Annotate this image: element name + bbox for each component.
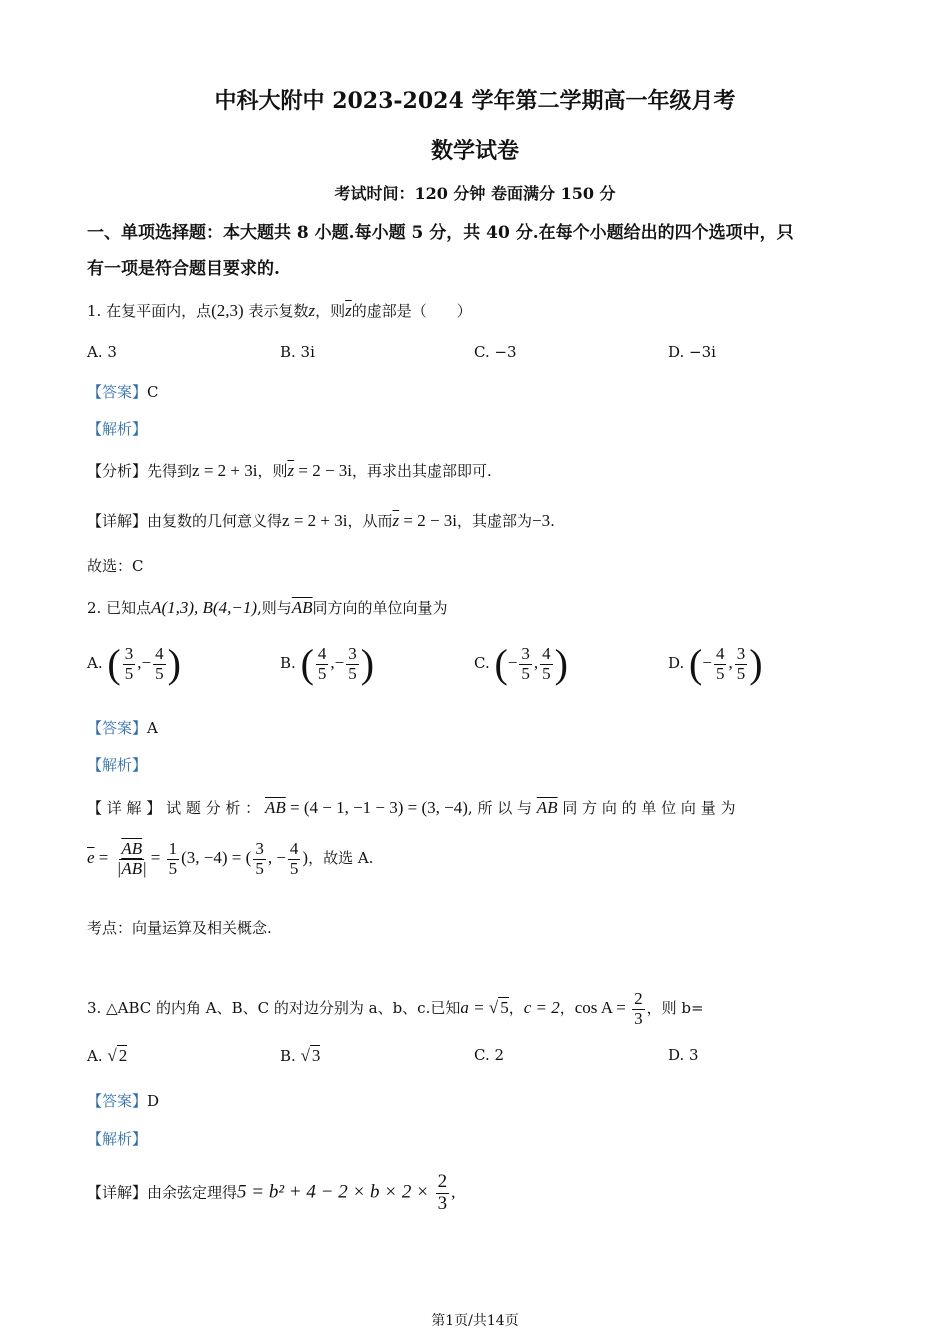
q1-fenxi-zbar: $\overline{z}$	[287, 461, 295, 480]
exam-info: 考试时间：120 分钟 卷面满分 150 分	[334, 184, 616, 203]
right-paren: )	[749, 641, 763, 686]
q3-stem-text: 3. △ABC 的内角 A、B、C 的对边分别为 a、b、c.已知	[87, 999, 461, 1018]
numerator: $\overline{AB}$	[121, 839, 143, 858]
fenxi-tag: 【分析】	[87, 462, 148, 480]
denominator: 3	[437, 1192, 448, 1214]
fraction	[253, 840, 266, 878]
minus-sign: −	[507, 653, 518, 672]
norm-vec: $\overline{AB}$	[121, 858, 143, 878]
option-label: C.	[474, 654, 490, 672]
q2-stem-text-3: 同方向的单位向量为	[312, 599, 448, 617]
q3-eq-a-radicand: 5	[500, 998, 509, 1018]
q1-option-c: C. −3	[474, 343, 517, 361]
fraction	[714, 645, 727, 683]
q1-analysis-tag: 【解析】	[87, 420, 148, 438]
fraction	[288, 840, 301, 878]
page-title: 中科大附中 2023-2024 学年第二学期高一年级月考	[214, 88, 736, 114]
denominator: $|\overline{AB}|$	[116, 858, 147, 878]
denominator: 5	[521, 663, 530, 683]
left-paren: (	[689, 641, 703, 686]
q1-fenxi	[87, 460, 492, 481]
q1-detail-text-3: ，其虚部为	[457, 512, 533, 530]
denominator: 5	[348, 663, 357, 683]
q1-stem-text: 1. 在复平面内，点	[87, 302, 212, 320]
q3-option-d: D. 3	[668, 1046, 699, 1064]
q2-detail-vec-ab: $\overline{AB}$	[264, 798, 286, 817]
q3-eq-a: a =	[460, 998, 489, 1018]
q2-detail-text-2: , 所 以 与	[467, 799, 532, 817]
numerator: 4	[317, 643, 327, 663]
q2-stem	[87, 597, 448, 618]
q1-detail-eq2: = 2 − 3i	[399, 511, 458, 530]
answer-tag: 【答案】	[87, 1092, 148, 1110]
q1-detail-zbar: $\overline{z}$	[392, 511, 400, 530]
q2-unit-vector-equation: $\overline{e}$ = $\frac{\overline{AB}}{|\overline{AB}|}$ = $\frac{1}{5}$ (3, −4) = ( $\frac{3}{5}$ , − $\frac{4}{5}$ )，故选 A.	[87, 839, 374, 878]
radicand: 2	[118, 1046, 128, 1065]
q1-option-a: A. 3	[87, 343, 117, 361]
fraction	[346, 645, 359, 683]
page-subtitle: 数学试卷	[430, 138, 519, 164]
q3-eq-cos: cos A =	[574, 998, 631, 1018]
answer-tag: 【答案】	[87, 383, 148, 401]
q1-detail-eq1: z = 2 + 3i	[282, 511, 348, 530]
minus-sign: −	[702, 653, 712, 672]
fraction	[519, 645, 532, 683]
option-label: B.	[280, 654, 296, 672]
comma: ,	[451, 1182, 456, 1202]
sqrt-sign: √	[107, 1046, 117, 1065]
denominator: 5	[289, 858, 299, 878]
q2-stem-text: 2. 已知点	[87, 599, 152, 617]
left-paren: (	[107, 641, 121, 686]
fraction	[735, 645, 748, 683]
q3-option-a	[87, 1046, 127, 1066]
q1-zbar: $\overline{z}$	[345, 301, 352, 320]
q2-detail-text-3: 同 方 向 的 单 位 向 量 为	[562, 799, 736, 817]
q1-point: (2,3)	[211, 301, 244, 320]
section-heading-line2: 有一项是符合题目要求的.	[87, 259, 280, 279]
q2-option-c	[474, 641, 568, 686]
fraction	[167, 840, 180, 878]
fraction	[540, 645, 553, 683]
separator: ,	[728, 653, 733, 672]
option-label: A.	[87, 654, 103, 672]
vector-value: (3, −4) = (	[181, 848, 252, 868]
right-paren: )	[360, 641, 375, 686]
q3-detail-text: 由余弦定理得	[147, 1183, 238, 1202]
q1-answer-value: C	[147, 383, 159, 401]
q3-stem-text-3: ，	[559, 999, 575, 1018]
q1-detail-eq3: −3	[532, 511, 551, 530]
numerator: 1	[168, 839, 178, 858]
q1-fenxi-text: 先得到	[147, 462, 193, 480]
q1-detail-text: 由复数的几何意义得	[147, 512, 283, 530]
numerator: 4	[715, 643, 725, 663]
q2-eq-tail: ，故选 A.	[308, 849, 374, 868]
equals: =	[150, 848, 165, 868]
q3-answer-value: D	[147, 1092, 160, 1110]
q1-conclusion: 故选：C	[87, 557, 144, 575]
separator: ,−	[330, 653, 345, 672]
q1-fenxi-text-3: ，再求出其虚部即可.	[352, 462, 492, 480]
q1-option-d: D. −3i	[668, 343, 716, 361]
detail-tag: 【详解】	[87, 512, 148, 530]
denominator: 5	[736, 663, 746, 683]
fraction	[316, 645, 329, 683]
q3-option-c: C. 2	[474, 1046, 505, 1064]
q2-vec-ab: $\overline{AB}$	[291, 598, 313, 617]
denominator: 5	[124, 663, 134, 683]
q3-stem-text-2: ，	[508, 999, 524, 1018]
numerator: 3	[348, 643, 357, 663]
q2-answer-value: A	[147, 719, 158, 737]
page-number: 第1页/共14页	[431, 1313, 519, 1329]
q1-detail-text-2: ，从而	[347, 512, 393, 530]
denominator: 5	[715, 663, 725, 683]
radicand: 3	[311, 1046, 321, 1065]
q1-detail-text-4: .	[550, 512, 555, 530]
denominator: 3	[634, 1008, 643, 1028]
q2-kaodian: 考点：向量运算及相关概念.	[87, 919, 272, 937]
q2-points: A(1,3), B(4,−1)	[151, 598, 257, 617]
numerator: 3	[255, 839, 264, 858]
q1-fenxi-eq2: = 2 − 3i	[294, 461, 353, 480]
fraction	[123, 645, 136, 683]
q2-analysis-tag: 【解析】	[87, 756, 148, 774]
numerator: 3	[124, 643, 134, 663]
sqrt-sign: √	[300, 1046, 310, 1065]
denominator: 5	[168, 858, 178, 878]
option-label: B.	[280, 1047, 296, 1065]
separator: ,	[533, 653, 539, 672]
detail-tag: 【详解】	[87, 1183, 148, 1202]
q3-answer	[87, 1090, 159, 1111]
fraction	[153, 645, 166, 683]
q2-answer	[87, 717, 158, 738]
denominator: 5	[317, 663, 327, 683]
close-paren: )	[302, 848, 309, 868]
separator: , −	[267, 848, 286, 868]
q3-analysis-tag: 【解析】	[87, 1130, 148, 1148]
q2-option-b	[280, 641, 375, 686]
numerator: 2	[634, 989, 643, 1008]
answer-tag: 【答案】	[87, 719, 148, 737]
detail-tag: 【 详 解 】	[87, 799, 162, 817]
denominator: 5	[155, 663, 164, 683]
q1-option-b: B. 3i	[280, 343, 315, 361]
q2-detail	[87, 797, 735, 818]
q2-detail-eq: = (4 − 1, −1 − 3) = (3, −4)	[285, 798, 468, 817]
vector-e: $\overline{e}$	[87, 848, 95, 868]
q1-stem-text-4: 的虚部是（ ）	[351, 302, 472, 320]
q3-detail-eq: 5 = b² + 4 − 2 × b × 2 ×	[237, 1181, 434, 1203]
q3-option-b	[280, 1046, 320, 1066]
q2-option-a	[87, 641, 181, 686]
fraction-ab-over-norm	[115, 840, 149, 878]
q3-eq-c: c = 2	[523, 998, 560, 1018]
q2-detail-vec-ab-2: $\overline{AB}$	[536, 798, 558, 817]
q1-fenxi-eq1: z = 2 + 3i	[192, 461, 258, 480]
option-label: D.	[668, 654, 685, 672]
right-paren: )	[554, 641, 568, 686]
numerator: 4	[289, 839, 299, 858]
q2-stem-text-2: ,则与	[256, 599, 292, 617]
q1-answer	[87, 381, 159, 402]
numerator: 4	[542, 643, 551, 663]
q3-stem-text-4: ，则 b=	[646, 999, 704, 1018]
section-heading-line1: 一、单项选择题：本大题共 8 小题.每小题 5 分，共 40 分.在每个小题给出的四个选项中，只	[87, 223, 794, 243]
fraction	[436, 1172, 450, 1215]
left-paren: (	[300, 641, 314, 686]
q1-stem-text-2: 表示复数	[248, 302, 309, 320]
numerator: 3	[736, 643, 746, 663]
sqrt-sign: √	[488, 998, 499, 1018]
numerator: 4	[155, 643, 164, 663]
separator: ,−	[137, 653, 152, 672]
right-paren: )	[167, 641, 181, 686]
q1-z: z	[308, 301, 316, 320]
option-label: A.	[87, 1047, 103, 1065]
fraction	[632, 990, 645, 1028]
numerator: 3	[521, 643, 530, 663]
q3-detail	[87, 1172, 455, 1215]
q2-option-d	[668, 641, 763, 686]
q1-stem-text-3: ，则	[315, 302, 346, 320]
q1-detail	[87, 510, 555, 531]
q1-stem	[87, 300, 472, 321]
q1-fenxi-text-2: ，则	[257, 462, 288, 480]
left-paren: (	[494, 641, 508, 686]
denominator: 5	[255, 858, 264, 878]
q3-stem	[87, 990, 704, 1028]
q2-detail-text: 试 题 分 析 ：	[166, 799, 261, 817]
numerator: 2	[437, 1171, 448, 1192]
denominator: 5	[542, 663, 551, 683]
